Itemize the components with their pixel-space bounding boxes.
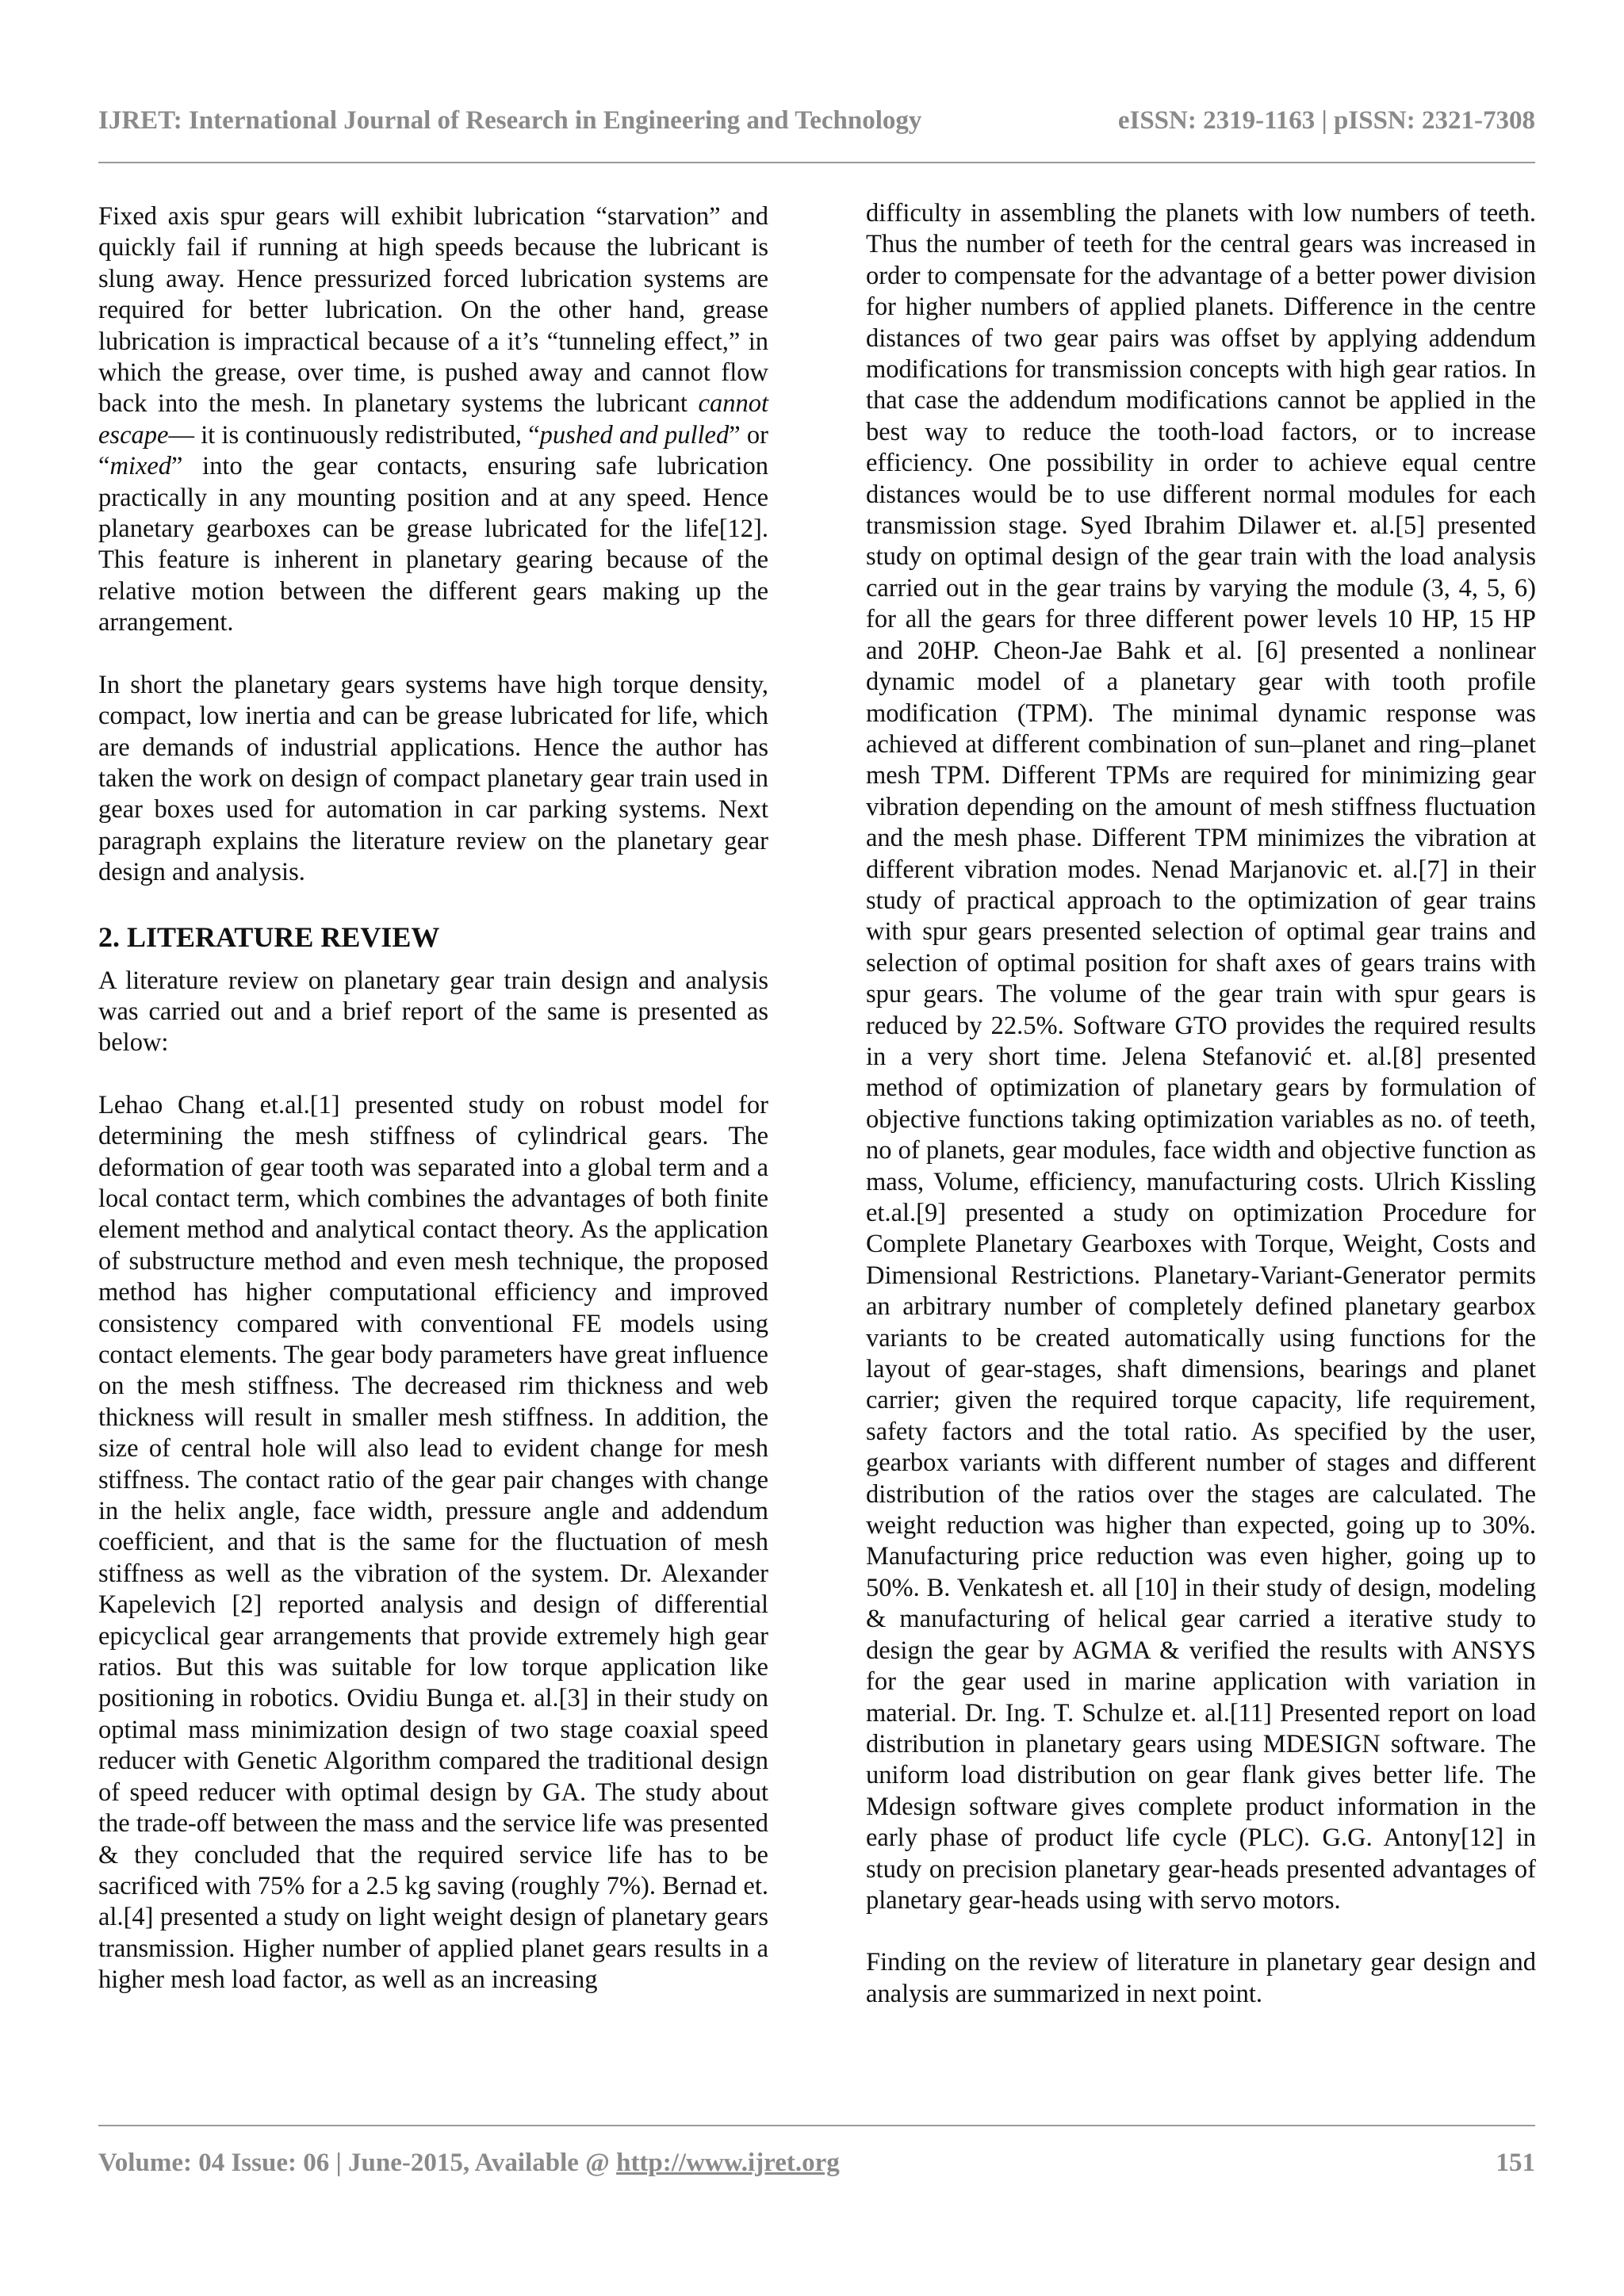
- footer-divider: [98, 2125, 1535, 2126]
- left-column: [98, 201, 768, 2027]
- paragraph-summary: In short the planetary gears systems have high torque density, compact, low inertia and can be grease lubricated for life, which are demands of industrial applications. Hence the author has taken the work on design of compact planetary gear train used in gear boxes used for automation in car parking systems. Next paragraph explains the literature review on the planetary gear design and analysis.: [98, 670, 768, 887]
- journal-link[interactable]: http://www.ijret.org: [616, 2148, 840, 2177]
- paragraph-review-continued: difficulty in assembling the planets with low numbers of teeth. Thus the number of teeth for the central gears was increased in order to compensate for the advantage of a better power division for higher numbers of applied planets. Difference in the centre distances of two gear pairs was offset by applying addendum modifications for transmission concepts with high gear ratios. In that case the addendum modifications cannot be applied in the best way to reduce the tooth-load factors, or to increase efficiency. One possibility in order to achieve equal centre distances would be to use different normal modules for each transmission stage. Syed Ibrahim Dilawer et. al.[5] presented study on optimal design of the gear train with the load analysis carried out in the gear trains by varying the module (3, 4, 5, 6) for all the gears for three different power levels 10 HP, 15 HP and 20HP. Cheon-Jae Bahk et al. [6] presented a nonlinear dynamic model of a planetary gear with tooth profile modification (TPM). The minimal dynamic response was achieved at different combination of sun–planet and ring–planet mesh TPM. Different TPMs are required for minimizing gear vibration depending on the amount of mesh stiffness fluctuation and the mesh phase. Different TPM minimizes the vibration at different vibration modes. Nenad Marjanovic et. al.[7] in their study of practical approach to the optimization of gear trains with spur gears presented selection of optimal gear trains and selection of optimal position for shaft axes of gears trains with spur gears. The volume of the gear train with spur gears is reduced by 22.5%. Software GTO provides the required results in a very short time. Jelena Stefanović et. al.[8] presented method of optimization of planetary gears by formulation of objective functions taking optimization variables as no. of teeth, no of planets, gear modules, face width and objective function as mass, Volume, efficiency, manufacturing costs. Ulrich Kissling et.al.[9] presented a study on optimization Procedure for Complete Planetary Gearboxes with Torque, Weight, Costs and Dimensional Restrictions. Planetary-Variant-Generator permits an arbitrary number of completely defined planetary gearbox variants to be created automatically using functions for the layout of gear-stages, shaft dimensions, bearings and planet carrier; given the required torque capacity, life requirement, safety factors and the total ratio. As specified by the user, gearbox variants with different number of stages and different distribution of the ratios over the stages are calculated. The weight reduction was higher than expected, going up to 30%. Manufacturing price reduction was even higher, going up to 50%. B. Venkatesh et. all [10] in their study of design, modeling & manufacturing of helical gear carried a iterative study to design the gear by AGMA & verified the results with ANSYS for the gear used in marine application with variation in material. Dr. Ing. T. Schulze et. al.[11] Presented report on load distribution in planetary gears using MDESIGN software. The uniform load distribution on gear flank gives better life. The Mdesign software gives complete product information in the early phase of product life cycle (PLC). G.G. Antony[12] in study on precision planetary gear-heads presented advantages of planetary gear-heads using with servo motors.: [866, 199, 1536, 1915]
- paragraph-findings: Finding on the review of literature in planetary gear design and analysis are summarized in next point.: [866, 1948, 1536, 2008]
- header-divider: [98, 162, 1535, 163]
- volume-info: Volume: 04 Issue: 06 | June-2015, Available @ http://www.ijret.org: [98, 2148, 840, 2177]
- paragraph-review-intro: A literature review on planetary gear train design and analysis was carried out and a brief report of the same is presented as below:: [98, 966, 768, 1058]
- section-title: 2. LITERATURE REVIEW: [98, 920, 440, 953]
- paragraph-lubrication: Fixed axis spur gears will exhibit lubrication “starvation” and quickly fail if running at high speeds because the lubricant is slung away. Hence pressurized forced lubrication systems are required for better lubrication. On the other hand, grease lubrication is impractical because of a it’s “tunneling effect,” in which the grease, over time, is pushed away and cannot flow back into the mesh. In planetary systems the lubricant cannot escape— it is continuously redistributed, “pushed and pulled” or “mixed” into the gear contacts, ensuring safe lubrication practically in any mounting position and at any speed. Hence planetary gearboxes can be grease lubricated for the life[12]. This feature is inherent in planetary gearing because of the relative motion between the different gears making up the arrangement.: [98, 202, 769, 637]
- right-column: [866, 198, 1536, 2041]
- page-footer: [98, 2144, 1535, 2182]
- page-header: [98, 98, 1535, 143]
- journal-title: IJRET: International Journal of Research in Engineering and Technology: [98, 105, 922, 135]
- paragraph-review-body: Lehao Chang et.al.[1] presented study on robust model for determining the mesh stiffness of cylindrical gears. The deformation of gear tooth was separated into a global term and a local contact term, which combines the advantages of both finite element method and analytical contact theory. As the application of substructure method and even mesh technique, the proposed method has higher computational efficiency and improved consistency compared with conventional FE models using contact elements. The gear body parameters have great influence on the mesh stiffness. The decreased rim thickness and web thickness will result in smaller mesh stiffness. In addition, the size of central hole will also lead to evident change for mesh stiffness. The contact ratio of the gear pair changes with change in the helix angle, face width, pressure angle and addendum coefficient, and that is the same for the fluctuation of mesh stiffness as well as the vibration of the system. Dr. Alexander Kapelevich [2] reported analysis and design of differential epicyclical gear arrangements that provide extremely high gear ratios. But this was suitable for low torque application like positioning in robotics. Ovidiu Bunga et. al.[3] in their study on optimal mass minimization design of two stage coaxial speed reducer with Genetic Algorithm compared the traditional design of speed reducer with optimal design by GA. The study about the trade-off between the mass and the service life was presented & they concluded that the required service life has to be sacrificed with 75% for a 2.5 kg saving (roughly 7%). Bernad et. al.[4] presented a study on light weight design of planetary gears transmission. Higher number of applied planet gears results in a higher mesh load factor, as well as an increasing: [98, 1090, 768, 1995]
- issn-info: eISSN: 2319-1163 | pISSN: 2321-7308: [1117, 105, 1535, 135]
- page-number: 151: [1496, 2148, 1535, 2177]
